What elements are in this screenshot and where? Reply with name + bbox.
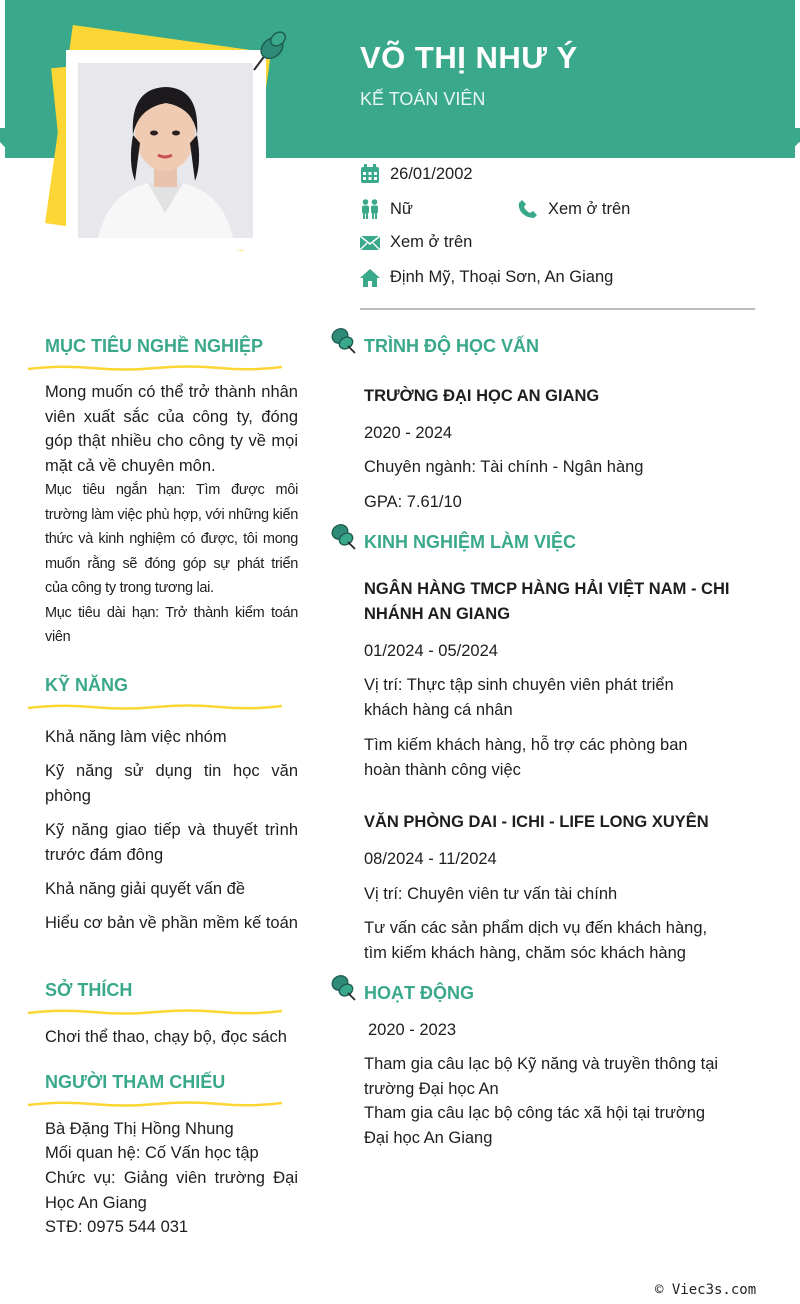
skill-item: Hiểu cơ bản về phần mềm kế toán [45, 914, 298, 932]
objective-short-term: Mục tiêu ngắn hạn: Tìm được môi trường làm việc phù hợp, với những kiến thức và kinh nghiệm có được, tôi mong muốn rằng sẽ đóng góp sự phát triển của công ty trong tương lai. [45, 482, 298, 596]
home-icon [360, 269, 380, 287]
job-period: 01/2024 - 05/2024 [364, 642, 498, 660]
activity-item: Tham gia câu lạc bộ Kỹ năng và truyền thông tại trường Đại học An [364, 1055, 719, 1098]
hobbies-text: Chơi thể thao, chạy bộ, đọc sách [45, 1028, 287, 1046]
job-title: KẾ TOÁN VIÊN [360, 89, 486, 109]
skill-item: Khả năng giải quyết vấn đề [45, 880, 245, 898]
footer-copyright: © Viec3s.com [655, 1282, 757, 1298]
activity-item: Tham gia câu lạc bộ công tác xã hội tại trường Đại học An Giang [364, 1104, 706, 1147]
reference-underline [28, 1099, 282, 1109]
education-period: 2020 - 2024 [364, 424, 453, 442]
contact-birthday [360, 164, 473, 184]
skills-underline [28, 702, 282, 712]
job-position: Vị trí: Chuyên viên tư vấn tài chính [364, 885, 618, 903]
phone-icon [518, 199, 538, 219]
pushpin-icon [330, 326, 356, 354]
skill-item: Kỹ năng giao tiếp và thuyết trình trước đám đông [45, 821, 298, 864]
education-school: TRƯỜNG ĐẠI HỌC AN GIANG [364, 387, 600, 405]
reference-position: Chức vụ: Giảng viên trường Đại Học An Giang [45, 1169, 298, 1212]
skills-title: KỸ NĂNG [45, 675, 129, 695]
job-company: NGÂN HÀNG TMCP HÀNG HẢI VIỆT NAM - CHI NHÁNH AN GIANG [364, 580, 730, 623]
contact-divider [360, 308, 755, 310]
job-description: Tìm kiếm khách hàng, hỗ trợ các phòng ban hoàn thành công việc [364, 736, 688, 779]
activities-period: 2020 - 2023 [368, 1021, 457, 1039]
pushpin-icon [250, 26, 290, 72]
reference-title: NGƯỜI THAM CHIẾU [45, 1072, 226, 1092]
people-icon [360, 199, 380, 219]
activities-title: HOẠT ĐỘNG [364, 983, 474, 1003]
email-text: Xem ở trên [390, 233, 473, 251]
pushpin-icon [330, 973, 356, 1001]
reference-relation: Mối quan hệ: Cố Vấn học tập [45, 1144, 259, 1162]
education-gpa: GPA: 7.61/10 [364, 493, 462, 511]
job-position: Vị trí: Thực tập sinh chuyên viên phát triển khách hàng cá nhân [364, 676, 674, 719]
contact-email [360, 233, 472, 252]
education-major: Chuyên ngành: Tài chính - Ngân hàng [364, 458, 644, 476]
job-company: VĂN PHÒNG DAI - ICHI - LIFE LONG XUYÊN [364, 813, 709, 831]
contact-phone [518, 199, 630, 219]
objective-main: Mong muốn có thể trở thành nhân viên xuất sắc của công ty, đóng góp thật nhiều cho công ty về mọi mặt cả về chuyên môn. [45, 383, 298, 475]
contact-gender [360, 199, 413, 219]
objective-title: MỤC TIÊU NGHỀ NGHIỆP [45, 336, 264, 356]
candidate-name: VÕ THỊ NHƯ Ý [360, 40, 578, 75]
reference-phone: STĐ: 0975 544 031 [45, 1218, 189, 1236]
gender-text: Nữ [390, 199, 413, 218]
objective-block [45, 380, 298, 650]
mail-icon [360, 235, 380, 251]
profile-photo [78, 63, 253, 238]
skill-item: Kỹ năng sử dụng tin học văn phòng [45, 762, 298, 805]
birthday-text: 26/01/2002 [390, 164, 473, 183]
objective-long-term: Mục tiêu dài hạn: Trở thành kiểm toán viên [45, 604, 298, 645]
address-text: Định Mỹ, Thoại Sơn, An Giang [390, 268, 614, 286]
contact-address [360, 268, 613, 287]
job-description: Tư vấn các sản phẩm dịch vụ đến khách hàng, tìm kiếm khách hàng, chăm sóc khách hàng [364, 919, 708, 962]
hobbies-underline [28, 1007, 282, 1017]
objective-underline [28, 363, 282, 373]
skill-item: Khả năng làm việc nhóm [45, 728, 227, 746]
hobbies-title: SỞ THÍCH [45, 980, 133, 1000]
education-title: TRÌNH ĐỘ HỌC VẤN [364, 336, 539, 356]
reference-name: Bà Đặng Thị Hồng Nhung [45, 1120, 234, 1138]
experience-title: KINH NGHIỆM LÀM VIỆC [364, 532, 577, 552]
pushpin-icon [330, 522, 356, 550]
calendar-icon [360, 164, 380, 184]
job-period: 08/2024 - 11/2024 [364, 850, 497, 868]
phone-text: Xem ở trên [548, 199, 631, 218]
